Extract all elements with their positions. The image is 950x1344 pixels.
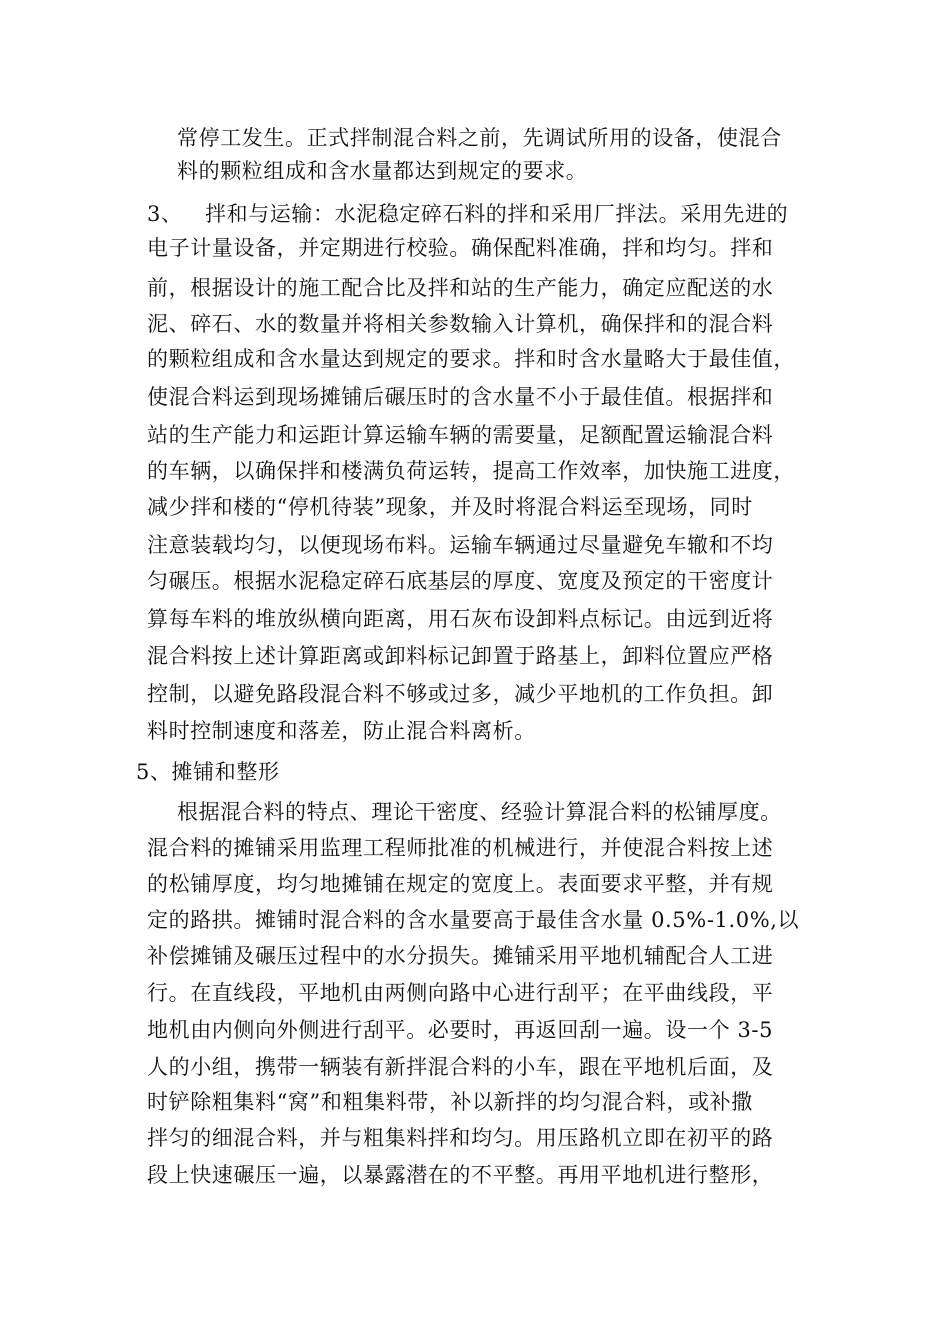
paragraph-line: 根据混合料的特点、理论干密度、经验计算混合料的松铺厚度。 [177,800,782,824]
paragraph-line: 泥、碎石、水的数量并将相关参数输入计算机，确保拌和的混合料 [147,312,774,336]
list-item-number: 3、 [147,202,183,226]
paragraph-line: 拌匀的细混合料，并与粗集料拌和均匀。用压路机立即在初平的路 [147,1126,774,1150]
paragraph-line: 匀碾压。根据水泥稳定碎石底基层的厚度、宽度及预定的干密度计 [147,569,774,593]
paragraph-line: 混合料的摊铺采用监理工程师批准的机械进行，并使混合料按上述 [147,836,774,860]
paragraph-line: 的车辆，以确保拌和楼满负荷运转，提高工作效率，加快施工进度， [147,459,795,483]
paragraph-line: 使混合料运到现场摊铺后碾压时的含水量不小于最佳值。根据拌和 [147,385,774,409]
paragraph-line: 前，根据设计的施工配合比及拌和站的生产能力，确定应配送的水 [147,276,774,300]
list-item-3 [147,199,788,229]
paragraph-line: 站的生产能力和运距计算运输车辆的需要量，足额配置运输混合料 [147,423,774,447]
paragraph-line: 地机由内侧向外侧进行刮平。必要时，再返回刮一遍。设一个 3-5 [147,1018,774,1042]
paragraph-line: 补偿摊铺及碾压过程中的水分损失。摊铺采用平地机辅配合人工进 [147,944,774,968]
paragraph-line: 算每车料的堆放纵横向距离，用石灰布设卸料点标记。由远到近将 [147,607,774,631]
section-heading: 5、摊铺和整形 [136,760,280,784]
paragraph-line: 的松铺厚度，均匀地摊铺在规定的宽度上。表面要求平整，并有规 [147,872,774,896]
paragraph-line: 的颗粒组成和含水量达到规定的要求。拌和时含水量略大于最佳值， [147,347,795,371]
paragraph-line: 行。在直线段，平地机由两侧向路中心进行刮平；在平曲线段，平 [147,981,774,1005]
paragraph-line: 段上快速碾压一遍，以暴露潜在的不平整。再用平地机进行整形， [147,1163,774,1187]
paragraph-line: 拌和与运输：水泥稳定碎石料的拌和采用厂拌法。采用先进的 [205,202,789,226]
paragraph-line: 定的路拱。摊铺时混合料的含水量要高于最佳含水量 0.5%-1.0%,以 [147,908,800,932]
paragraph-line: 人的小组，携带一辆装有新拌混合料的小车，跟在平地机后面，及 [147,1055,774,1079]
paragraph-line: 混合料按上述计算距离或卸料标记卸置于路基上，卸料位置应严格 [147,644,774,668]
paragraph-line: 控制，以避免路段混合料不够或过多，减少平地机的工作负担。卸 [147,682,774,706]
paragraph-line: 料时控制速度和落差，防止混合料离析。 [147,719,536,743]
paragraph-line: 常停工发生。正式拌制混合料之前，先调试所用的设备，使混合 [177,126,782,150]
paragraph-line: 注意装载均匀，以便现场布料。运输车辆通过尽量避免车辙和不均 [147,533,774,557]
paragraph-line: 电子计量设备，并定期进行校验。确保配料准确，拌和均匀。拌和 [147,236,774,260]
paragraph-line: 时铲除粗集料“窝”和粗集料带，补以新拌的均匀混合料，或补撒 [147,1090,753,1114]
paragraph-line: 减少拌和楼的“停机待装”现象，并及时将混合料运至现场，同时 [147,495,753,519]
paragraph-line: 料的颗粒组成和含水量都达到规定的要求。 [177,159,588,183]
